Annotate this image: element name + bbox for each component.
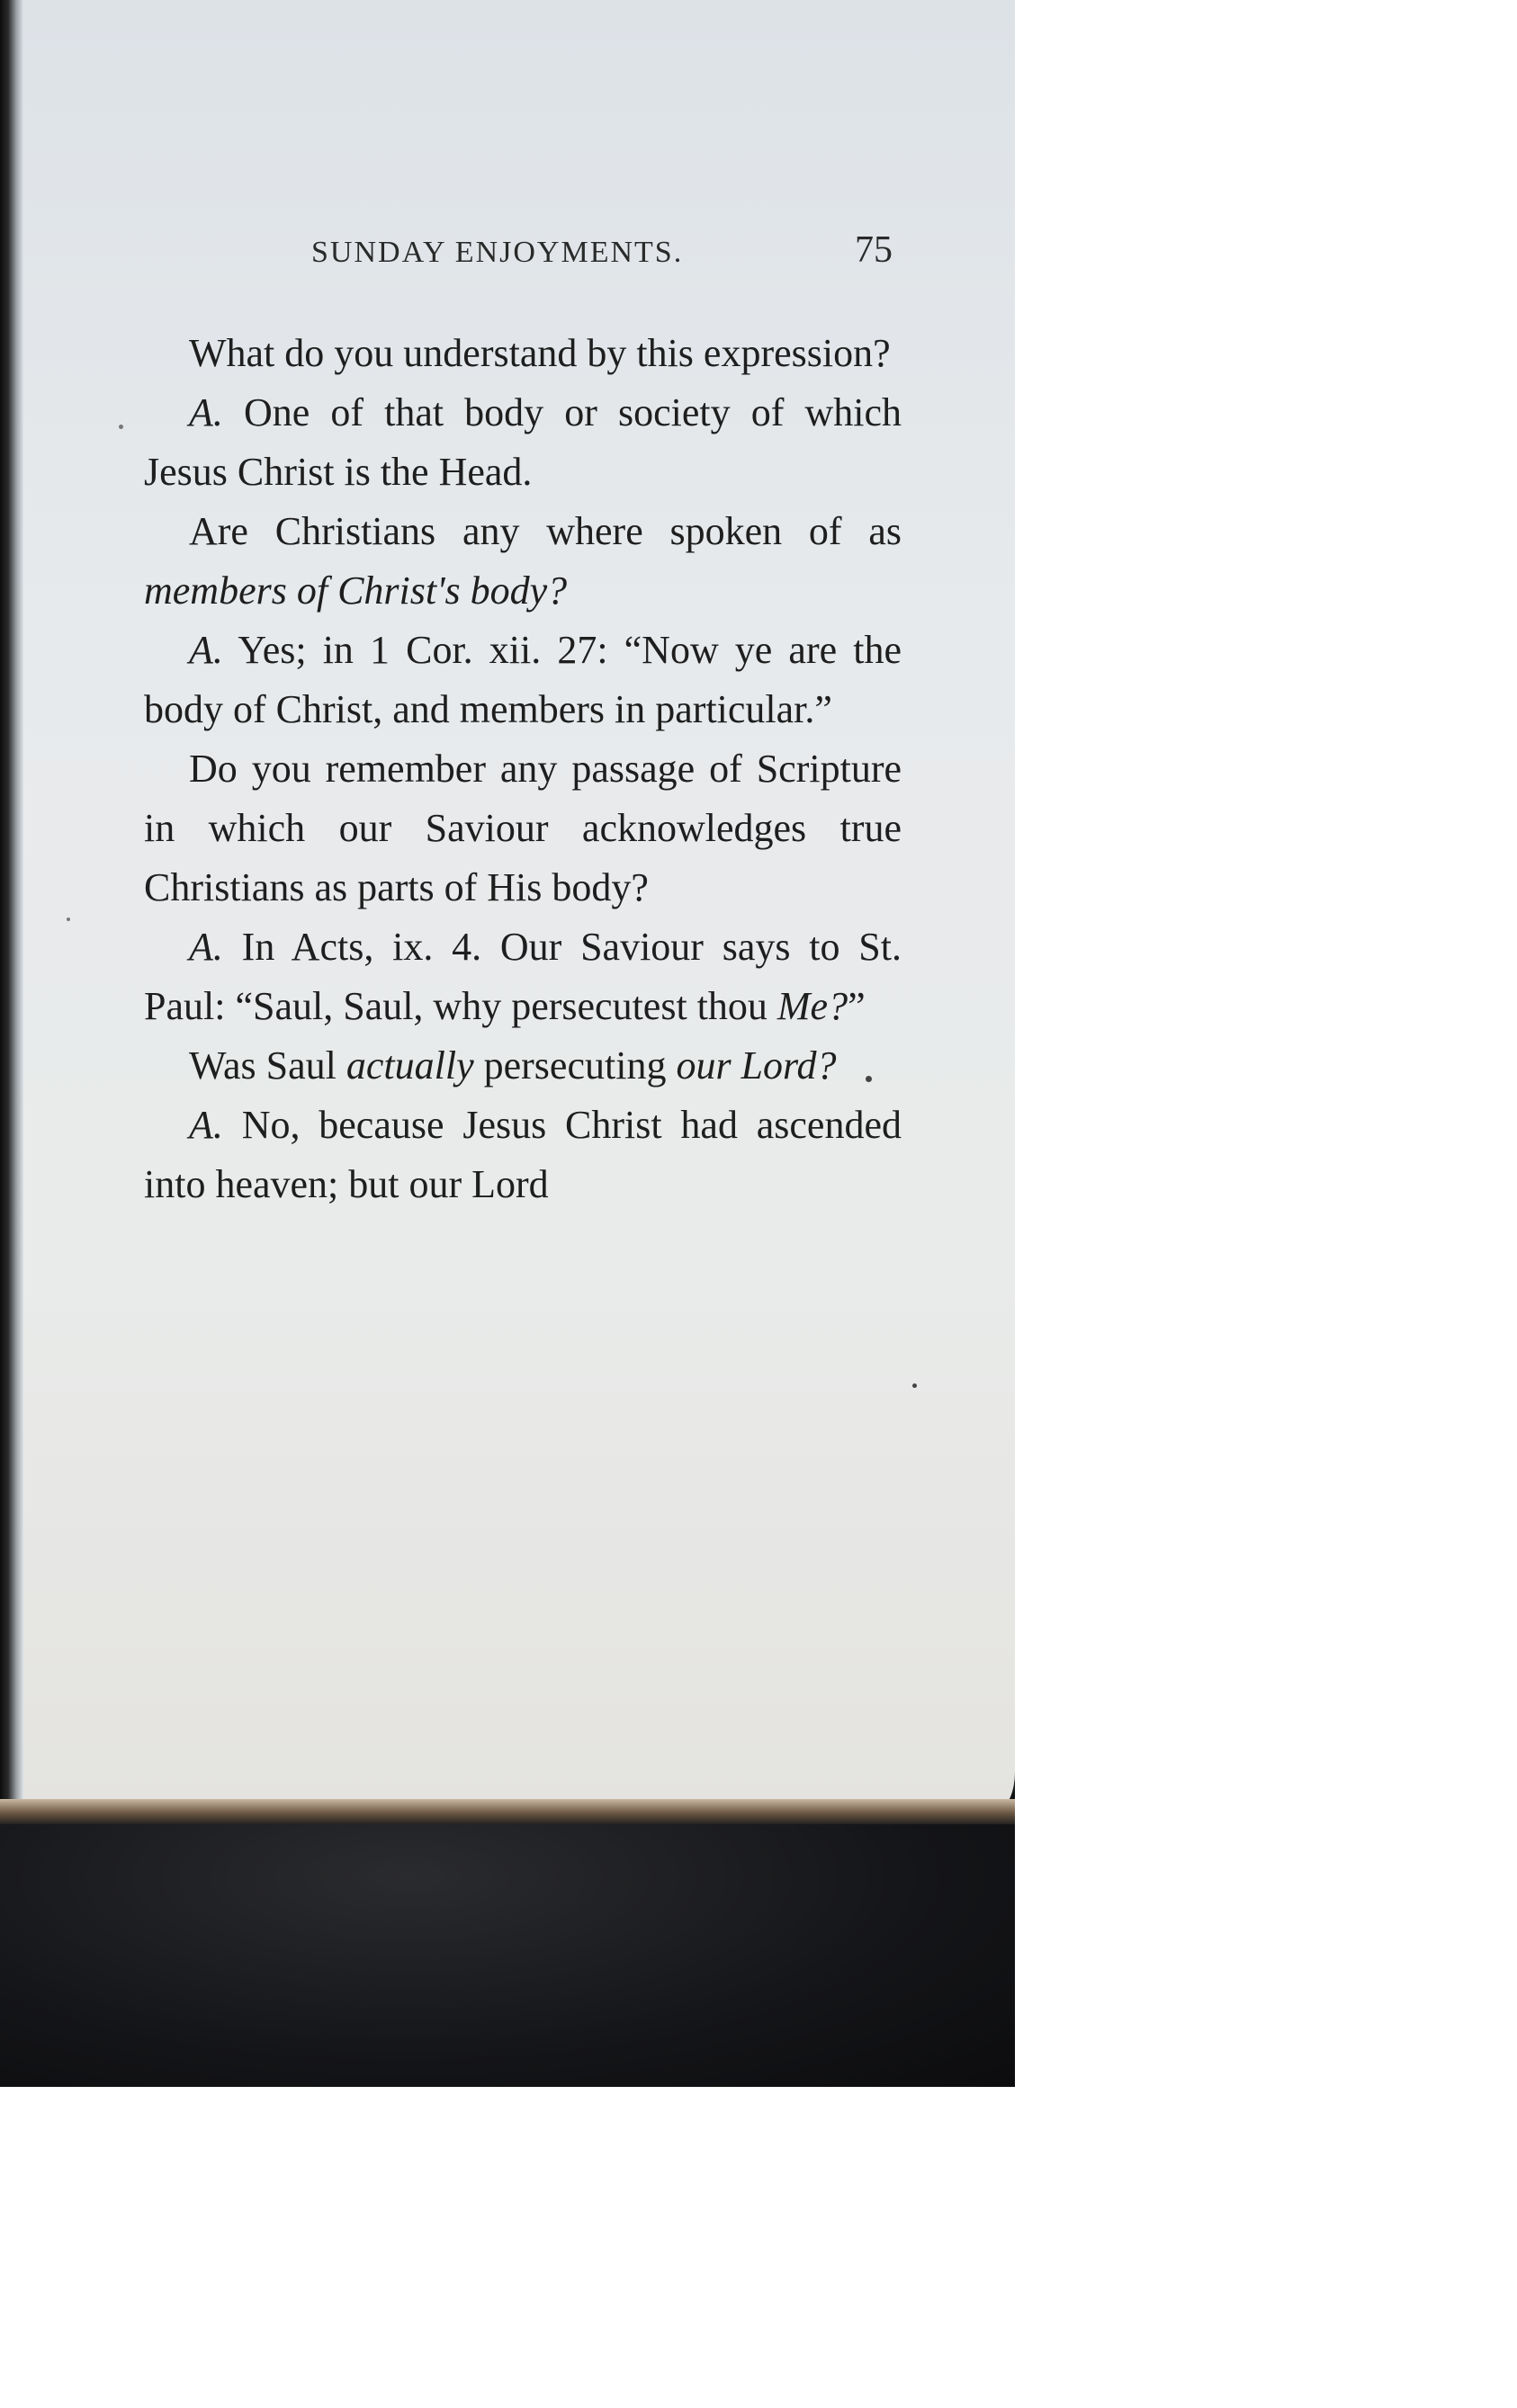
ink-speck bbox=[119, 425, 123, 429]
ink-speck bbox=[67, 918, 70, 921]
italic-phrase: our Lord? bbox=[676, 1043, 837, 1088]
italic-phrase: members of Christ's body? bbox=[144, 568, 568, 613]
page-number: 75 bbox=[855, 229, 893, 271]
question-paragraph: What do you understand by this expression? bbox=[189, 331, 891, 375]
answer-label: A. bbox=[189, 1103, 223, 1147]
answer-label: A. bbox=[189, 925, 223, 969]
answer-label: A. bbox=[189, 628, 223, 672]
italic-phrase: actually bbox=[346, 1043, 474, 1088]
answer-paragraph: A. In Acts, ix. 4. Our Saviour says to St. Paul: “Saul, Saul, why persecutest thou Me?” bbox=[144, 925, 902, 1028]
answer-paragraph: A. No, because Jesus Christ had ascended into heaven; but our Lord bbox=[144, 1103, 902, 1206]
page-edge bbox=[0, 1799, 1015, 1826]
ink-speck bbox=[912, 1383, 917, 1388]
page-binding-shadow bbox=[0, 0, 23, 1808]
body-text bbox=[144, 324, 902, 1214]
running-head: SUNDAY ENJOYMENTS. bbox=[311, 236, 684, 269]
answer-label: A. bbox=[189, 390, 223, 434]
question-paragraph: Do you remember any passage of Scripture in which our Saviour acknowledges true Christians as parts of His body? bbox=[144, 747, 902, 909]
question-paragraph: Are Christians any where spoken of as members of Christ's body? bbox=[144, 509, 902, 613]
book-cover bbox=[0, 1824, 1015, 2087]
ink-speck bbox=[866, 1076, 872, 1082]
question-paragraph: Was Saul actually persecuting our Lord? bbox=[189, 1043, 837, 1088]
italic-phrase: Me? bbox=[776, 984, 848, 1028]
answer-paragraph: A. Yes; in 1 Cor. xii. 27: “Now ye are the body of Christ, and members in particular.” bbox=[144, 628, 902, 731]
answer-paragraph: A. One of that body or society of which Jesus Christ is the Head. bbox=[144, 390, 902, 494]
